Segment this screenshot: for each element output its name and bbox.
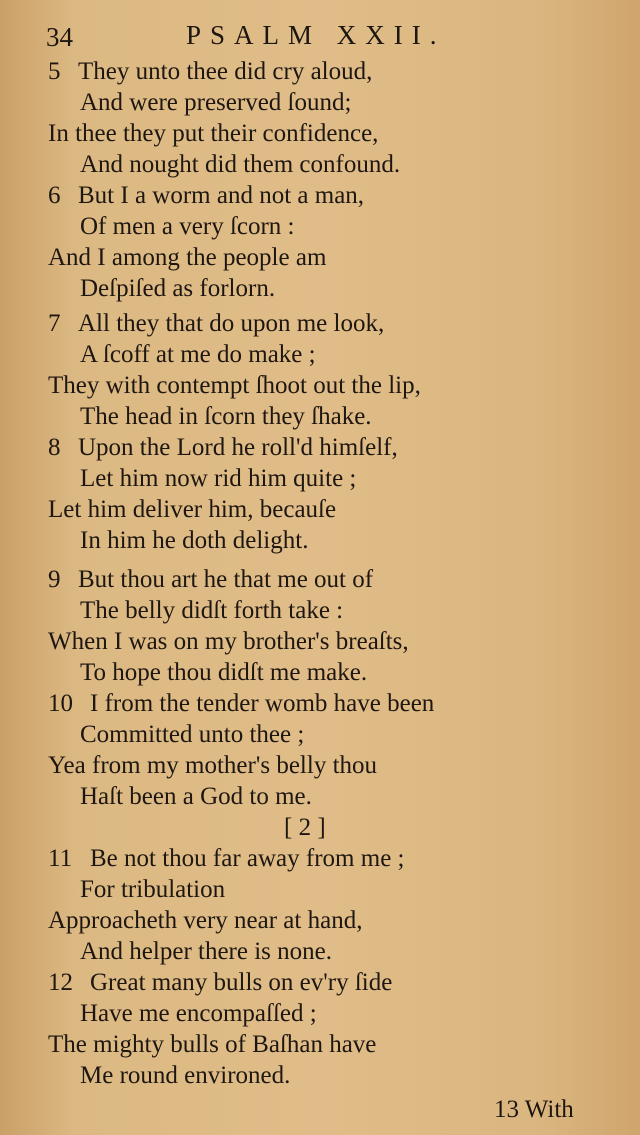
verse-line: The belly didſt forth take : [80, 597, 344, 624]
verse-line: And helper there is none. [80, 938, 333, 965]
verse-number: 9 [48, 566, 61, 593]
section-mark: [ 2 ] [284, 814, 326, 841]
verse-line: And I among the people am [48, 244, 327, 271]
verse-line: A ſcoff at me do make ; [80, 341, 316, 368]
verse-number: 8 [48, 434, 61, 461]
verse-line: 12 Great many bulls on ev'ry ſide [48, 969, 393, 996]
verse-line: Have me encompaſſed ; [80, 1000, 317, 1027]
catchword: 13 With [494, 1096, 574, 1123]
verse-line: 7 All they that do upon me look, [48, 310, 385, 337]
verse-line: 6 But I a worm and not a man, [48, 182, 365, 209]
verse-line: When I was on my brother's breaſts, [48, 628, 409, 655]
verse-line: Of men a very ſcorn : [80, 213, 295, 240]
verse-line: 9 But thou art he that me out of [48, 566, 374, 593]
verse-number: 10 [48, 690, 73, 717]
verse-number: 6 [48, 182, 61, 209]
verse-line: Committed unto thee ; [80, 721, 305, 748]
verse-number: 5 [48, 58, 61, 85]
verse-line: Approacheth very near at hand, [48, 907, 363, 934]
verse-line: For tribulation [80, 876, 226, 903]
verse-line: Let him deliver him, becauſe [48, 496, 337, 523]
verse-line: And nought did them confound. [80, 151, 401, 178]
verse-line: Haſt been a God to me. [80, 783, 312, 810]
verse-line: 10 I from the tender womb have been [48, 690, 435, 717]
running-title: PSALM XXII. [186, 20, 446, 50]
page-header [46, 18, 466, 52]
verse-line: In him he doth delight. [80, 527, 309, 554]
verse-line: And were preserved ſound; [80, 89, 352, 116]
verse-line: 5 They unto thee did cry aloud, [48, 58, 373, 85]
verse-line: Let him now rid him quite ; [80, 465, 357, 492]
verse-line: Me round environed. [80, 1062, 291, 1089]
verse-line: The mighty bulls of Baſhan have [48, 1031, 377, 1058]
verse-line: In thee they put their confidence, [48, 120, 379, 147]
verse-line: Deſpiſed as forlorn. [80, 275, 276, 302]
verse-line: 11 Be not thou far away from me ; [48, 845, 405, 872]
verse-number: 11 [48, 845, 73, 872]
verse-line: 8 Upon the Lord he roll'd himſelf, [48, 434, 398, 461]
verse-line: Yea from my mother's belly thou [48, 752, 378, 779]
verse-line: The head in ſcorn they ſhake. [80, 403, 372, 430]
verse-number: 7 [48, 310, 61, 337]
page-number: 34 [46, 22, 73, 52]
verse-line: They with contempt ſhoot out the lip, [48, 372, 421, 399]
verse-line: To hope thou didſt me make. [80, 659, 368, 686]
verse-number: 12 [48, 969, 73, 996]
